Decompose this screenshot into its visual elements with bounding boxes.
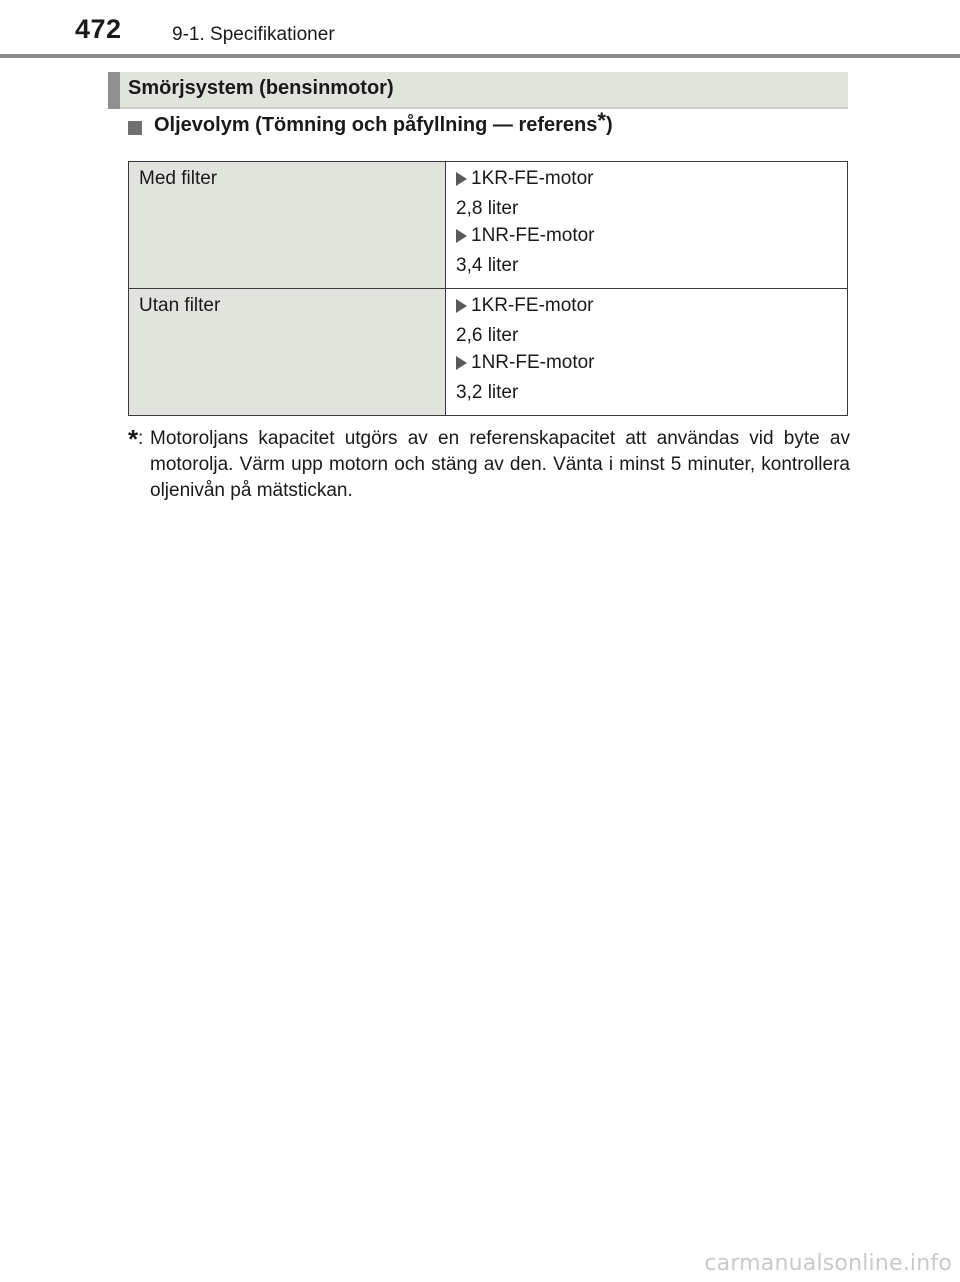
engine-entry xyxy=(456,295,837,317)
running-head: 9-1. Specifikationer xyxy=(172,24,335,45)
table-row xyxy=(129,162,848,289)
square-bullet-icon xyxy=(128,121,142,135)
subheading xyxy=(128,108,613,137)
row-value-cell xyxy=(446,289,848,416)
triangle-bullet-icon xyxy=(456,299,467,313)
row-label: Med filter xyxy=(139,168,218,189)
triangle-bullet-icon xyxy=(456,172,467,186)
oil-volume: 3,4 liter xyxy=(456,255,519,276)
oil-volume: 2,8 liter xyxy=(456,198,519,219)
row-label-cell xyxy=(129,289,446,416)
row-value-cell xyxy=(446,162,848,289)
header-rule xyxy=(0,54,960,58)
engine-entry xyxy=(456,168,837,190)
footnote-marker: * xyxy=(128,424,139,454)
subheading-footnote-marker: * xyxy=(597,108,606,133)
engine-name: 1NR-FE-motor xyxy=(471,352,595,373)
watermark-logo: carmanualsonline.info xyxy=(704,1251,952,1276)
footnote-text: Motoroljans kapacitet utgörs av en referenskapacitet att användas vid byte av motorolja. Värm upp motorn och stäng av den. Vänta i minst 5 minuter, kontrollera oljenivån på mätstickan. xyxy=(150,428,850,501)
engine-name: 1NR-FE-motor xyxy=(471,225,595,246)
section-heading-bar xyxy=(108,72,848,109)
engine-name: 1KR-FE-motor xyxy=(471,168,594,189)
subheading-text: Oljevolym (Tömning och påfyllning — referens xyxy=(154,114,598,136)
section-bar-accent xyxy=(108,72,120,109)
engine-name: 1KR-FE-motor xyxy=(471,295,594,316)
oil-volume: 3,2 liter xyxy=(456,382,519,403)
footnote-colon: : xyxy=(138,428,144,449)
oil-volume: 2,6 liter xyxy=(456,325,519,346)
section-title: Smörjsystem (bensinmotor) xyxy=(128,77,394,99)
row-label: Utan filter xyxy=(139,295,221,316)
triangle-bullet-icon xyxy=(456,356,467,370)
footnote xyxy=(128,426,850,504)
subheading-close: ) xyxy=(605,114,613,136)
oil-capacity-table xyxy=(128,161,848,416)
row-label-cell xyxy=(129,162,446,289)
triangle-bullet-icon xyxy=(456,229,467,243)
engine-entry xyxy=(456,352,837,374)
table-row xyxy=(129,289,848,416)
page-number: 472 xyxy=(75,14,122,44)
engine-entry xyxy=(456,225,837,247)
